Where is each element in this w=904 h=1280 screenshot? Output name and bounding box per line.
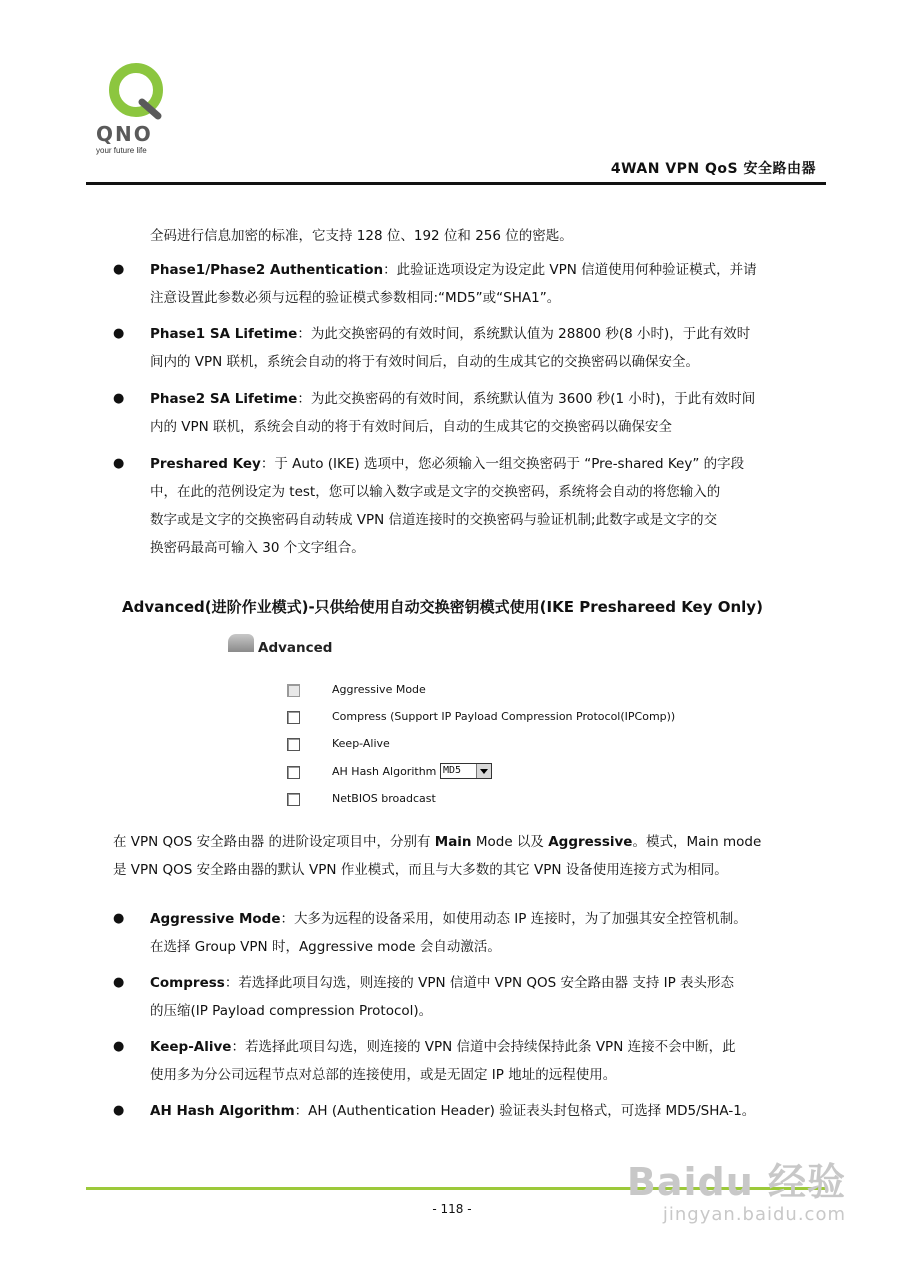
advanced-panel-title: Advanced: [258, 640, 333, 656]
term: Main: [434, 834, 472, 850]
bullet-phase1-lifetime: [150, 320, 800, 376]
watermark-main: Baidu 经验: [626, 1160, 846, 1204]
term: Phase2 SA Lifetime: [150, 391, 298, 407]
text: 若选择此项目勾选，则连接的 VPN 信道中 VPN QOS 安全路由器 支持 IP 表头形态: [238, 975, 735, 991]
chevron-down-icon[interactable]: [476, 764, 491, 778]
text: 为此交换密码的有效时间，系统默认值为 3600 秒(1 小时)，于此有效时间: [310, 391, 756, 407]
separator: ：: [383, 262, 397, 278]
compress-label: Compress (Support IP Payload Compression Protocol(IPComp)): [332, 710, 676, 723]
text: 为此交换密码的有效时间，系统默认值为 28800 秒(8 小时)，于此有效时: [310, 326, 751, 342]
text: 。模式，Main mode: [632, 834, 762, 850]
keep-alive-label: Keep-Alive: [332, 737, 390, 750]
text: 的压缩(IP Payload compression Protocol)。: [150, 1003, 433, 1019]
intro-paragraph: 全码进行信息加密的标准，它支持 128 位、192 位和 256 位的密匙。: [150, 228, 573, 244]
bullet-keep-alive: [150, 1033, 800, 1089]
page-number: - 118 -: [432, 1202, 472, 1216]
logo-tagline: your future life: [96, 146, 147, 155]
bullet-preshared-key: [150, 450, 800, 562]
section-heading: Advanced(进阶作业模式)-只供给使用自动交换密钥模式使用(IKE Preshareed Key Only): [122, 598, 763, 616]
separator: ：: [231, 1039, 245, 1055]
separator: ：: [294, 1103, 309, 1119]
watermark-url: jingyan.baidu.com: [662, 1204, 846, 1225]
text: 使用多为分公司远程节点对总部的连接使用，或是无固定 IP 地址的远程使用。: [150, 1067, 617, 1083]
term: Phase1 SA Lifetime: [150, 326, 298, 342]
header-divider: [86, 182, 826, 185]
bullet-phase2-lifetime: [150, 385, 800, 441]
bullet-icon: ●: [113, 391, 125, 406]
text: 若选择此项目勾选，则连接的 VPN 信道中会持续保持此条 VPN 连接不会中断，此: [244, 1039, 736, 1055]
logo-wordmark: QNO: [96, 122, 153, 146]
bullet-icon: ●: [113, 911, 125, 926]
document-header-title: 4WAN VPN QoS 安全路由器: [610, 161, 816, 177]
term: Preshared Key: [150, 456, 261, 472]
text: 在 VPN QOS 安全路由器 的进阶设定项目中，分别有: [113, 834, 435, 850]
text: 在选择 Group VPN 时，Aggressive mode 会自动激活。: [150, 939, 501, 955]
text: Mode 以及: [471, 834, 549, 850]
separator: ：: [297, 326, 311, 342]
keep-alive-checkbox[interactable]: [287, 738, 300, 751]
aggressive-mode-label: Aggressive Mode: [332, 683, 426, 696]
text: 内的 VPN 联机，系统会自动的将于有效时间后，自动的生成其它的交换密码以确保安全: [150, 419, 673, 435]
text: 大多为远程的设备采用，如使用动态 IP 连接时，为了加强其安全控管机制。: [293, 911, 747, 927]
ah-hash-label: AH Hash Algorithm: [332, 765, 437, 778]
term: Aggressive Mode: [150, 911, 281, 927]
text: 此验证选项设定为设定此 VPN 信道使用何种验证模式，并请: [396, 262, 757, 278]
text: 换密码最高可输入 30 个文字组合。: [150, 540, 365, 556]
term: Aggressive: [548, 834, 633, 850]
ah-hash-select[interactable]: [440, 763, 492, 779]
separator: ：: [260, 456, 275, 472]
text: 注意设置此参数必须与远程的验证模式参数相同:“MD5”或“SHA1”。: [150, 290, 561, 306]
aggressive-mode-checkbox[interactable]: [287, 684, 300, 697]
baidu-watermark: [627, 1160, 846, 1226]
term: Keep-Alive: [150, 1039, 232, 1055]
ah-hash-selected-value: MD5: [443, 765, 462, 776]
bullet-icon: ●: [113, 1039, 125, 1054]
text: AH (Authentication Header) 验证表头封包格式，可选择 MD5/SHA-1。: [308, 1103, 756, 1119]
bullet-icon: ●: [113, 975, 125, 990]
bullet-icon: ●: [113, 1103, 125, 1118]
panel-tab-icon: [228, 634, 254, 652]
text: 间内的 VPN 联机，系统会自动的将于有效时间后，自动的生成其它的交换密码以确保安全。: [150, 354, 700, 370]
bullet-ah-hash: [150, 1097, 800, 1125]
text: 是 VPN QOS 安全路由器的默认 VPN 作业模式，而且与大多数的其它 VPN 设备使用连接方式为相同。: [113, 862, 728, 878]
term: Compress: [150, 975, 225, 991]
logo-q-icon: [106, 62, 166, 122]
term: AH Hash Algorithm: [150, 1103, 295, 1119]
bullet-icon: ●: [113, 326, 125, 341]
bullet-phase-auth: [150, 256, 800, 312]
qno-logo: [96, 62, 176, 158]
bullet-aggressive-mode: [150, 905, 800, 961]
netbios-label: NetBIOS broadcast: [332, 792, 436, 805]
separator: ：: [224, 975, 239, 991]
separator: ：: [280, 911, 294, 927]
bullet-icon: ●: [113, 456, 125, 471]
netbios-checkbox[interactable]: [287, 793, 300, 806]
text: 中，在此的范例设定为 test，您可以输入数字或是文字的交换密码，系统将会自动的将您输入的: [150, 484, 721, 500]
separator: ：: [297, 391, 311, 407]
text: 数字或是文字的交换密码自动转成 VPN 信道连接时的交换密码与验证机制;此数字或是文字的交: [150, 512, 718, 528]
mode-intro-paragraph: [113, 828, 803, 884]
bullet-compress: [150, 969, 800, 1025]
term: Phase1/Phase2 Authentication: [150, 262, 384, 278]
bullet-icon: ●: [113, 262, 125, 277]
ah-hash-checkbox[interactable]: [287, 766, 300, 779]
compress-checkbox[interactable]: [287, 711, 300, 724]
text: 于 Auto (IKE) 选项中，您必须输入一组交换密码于 “Pre-shared Key” 的字段: [274, 456, 745, 472]
